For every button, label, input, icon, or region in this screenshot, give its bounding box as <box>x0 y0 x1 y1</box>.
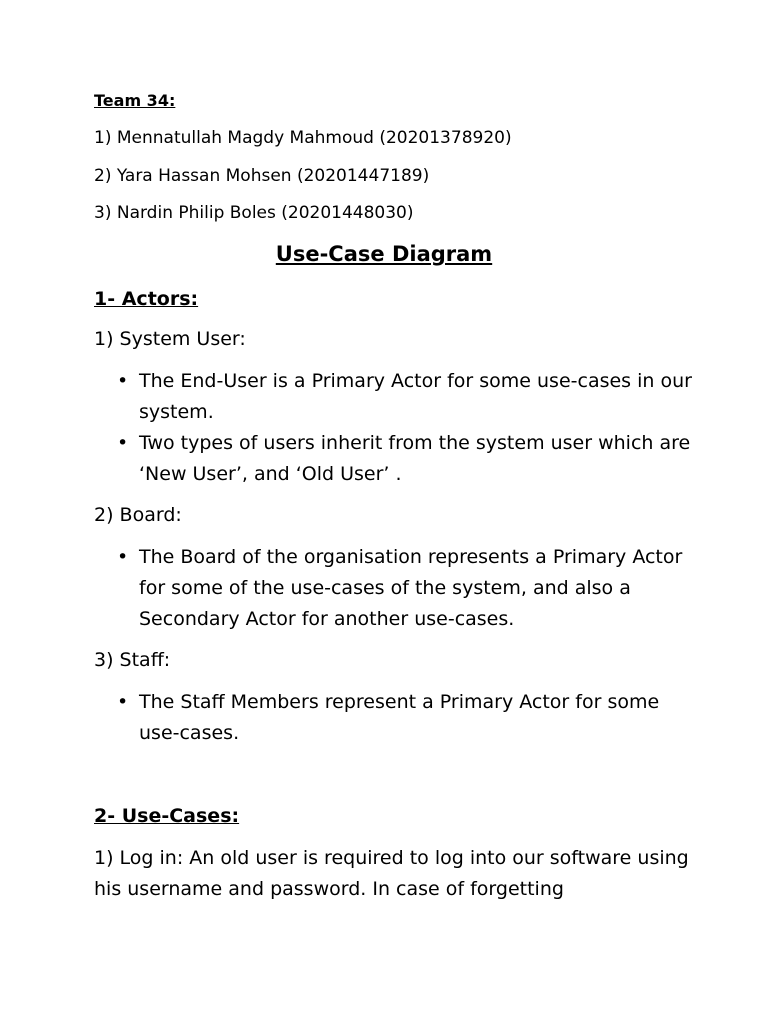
actor-label-board: 2) Board: <box>94 504 182 526</box>
document-title: Use-Case Diagram <box>275 242 493 266</box>
bullet-text: The Board of the organisation represents a Primary Actor for some of the use-cases of the system, and also a Secondary Actor for another use-cases. <box>139 546 683 630</box>
bullet-icon: • <box>117 546 129 568</box>
actor-label-staff: 3) Staff: <box>94 649 171 671</box>
use-case-paragraph: 1) Log in: An old user is required to log into our software using his username and password. In case of forgetting <box>94 847 689 900</box>
actors-heading: 1- Actors: <box>94 288 199 310</box>
bullet-icon: • <box>117 370 129 392</box>
team-member-3: 3) Nardin Philip Boles (20201448030) <box>94 203 414 223</box>
bullet-item <box>117 428 699 490</box>
team-member-2: 2) Yara Hassan Mohsen (20201447189) <box>94 166 430 186</box>
bullet-item <box>117 687 699 749</box>
bullet-item <box>117 366 699 428</box>
actor-label-system-user: 1) System User: <box>94 328 246 350</box>
bullet-text: Two types of users inherit from the system user which are ‘New User’, and ‘Old User’ . <box>139 432 691 485</box>
use-cases-heading: 2- Use-Cases: <box>94 805 240 827</box>
team-heading: Team 34: <box>94 91 176 110</box>
bullet-text: The Staff Members represent a Primary Actor for some use-cases. <box>139 691 660 744</box>
bullet-icon: • <box>117 691 129 713</box>
bullet-icon: • <box>117 432 129 454</box>
team-member-1: 1) Mennatullah Magdy Mahmoud (20201378920) <box>94 128 512 148</box>
bullet-item <box>117 542 699 635</box>
bullet-text: The End-User is a Primary Actor for some use-cases in our system. <box>139 370 692 423</box>
